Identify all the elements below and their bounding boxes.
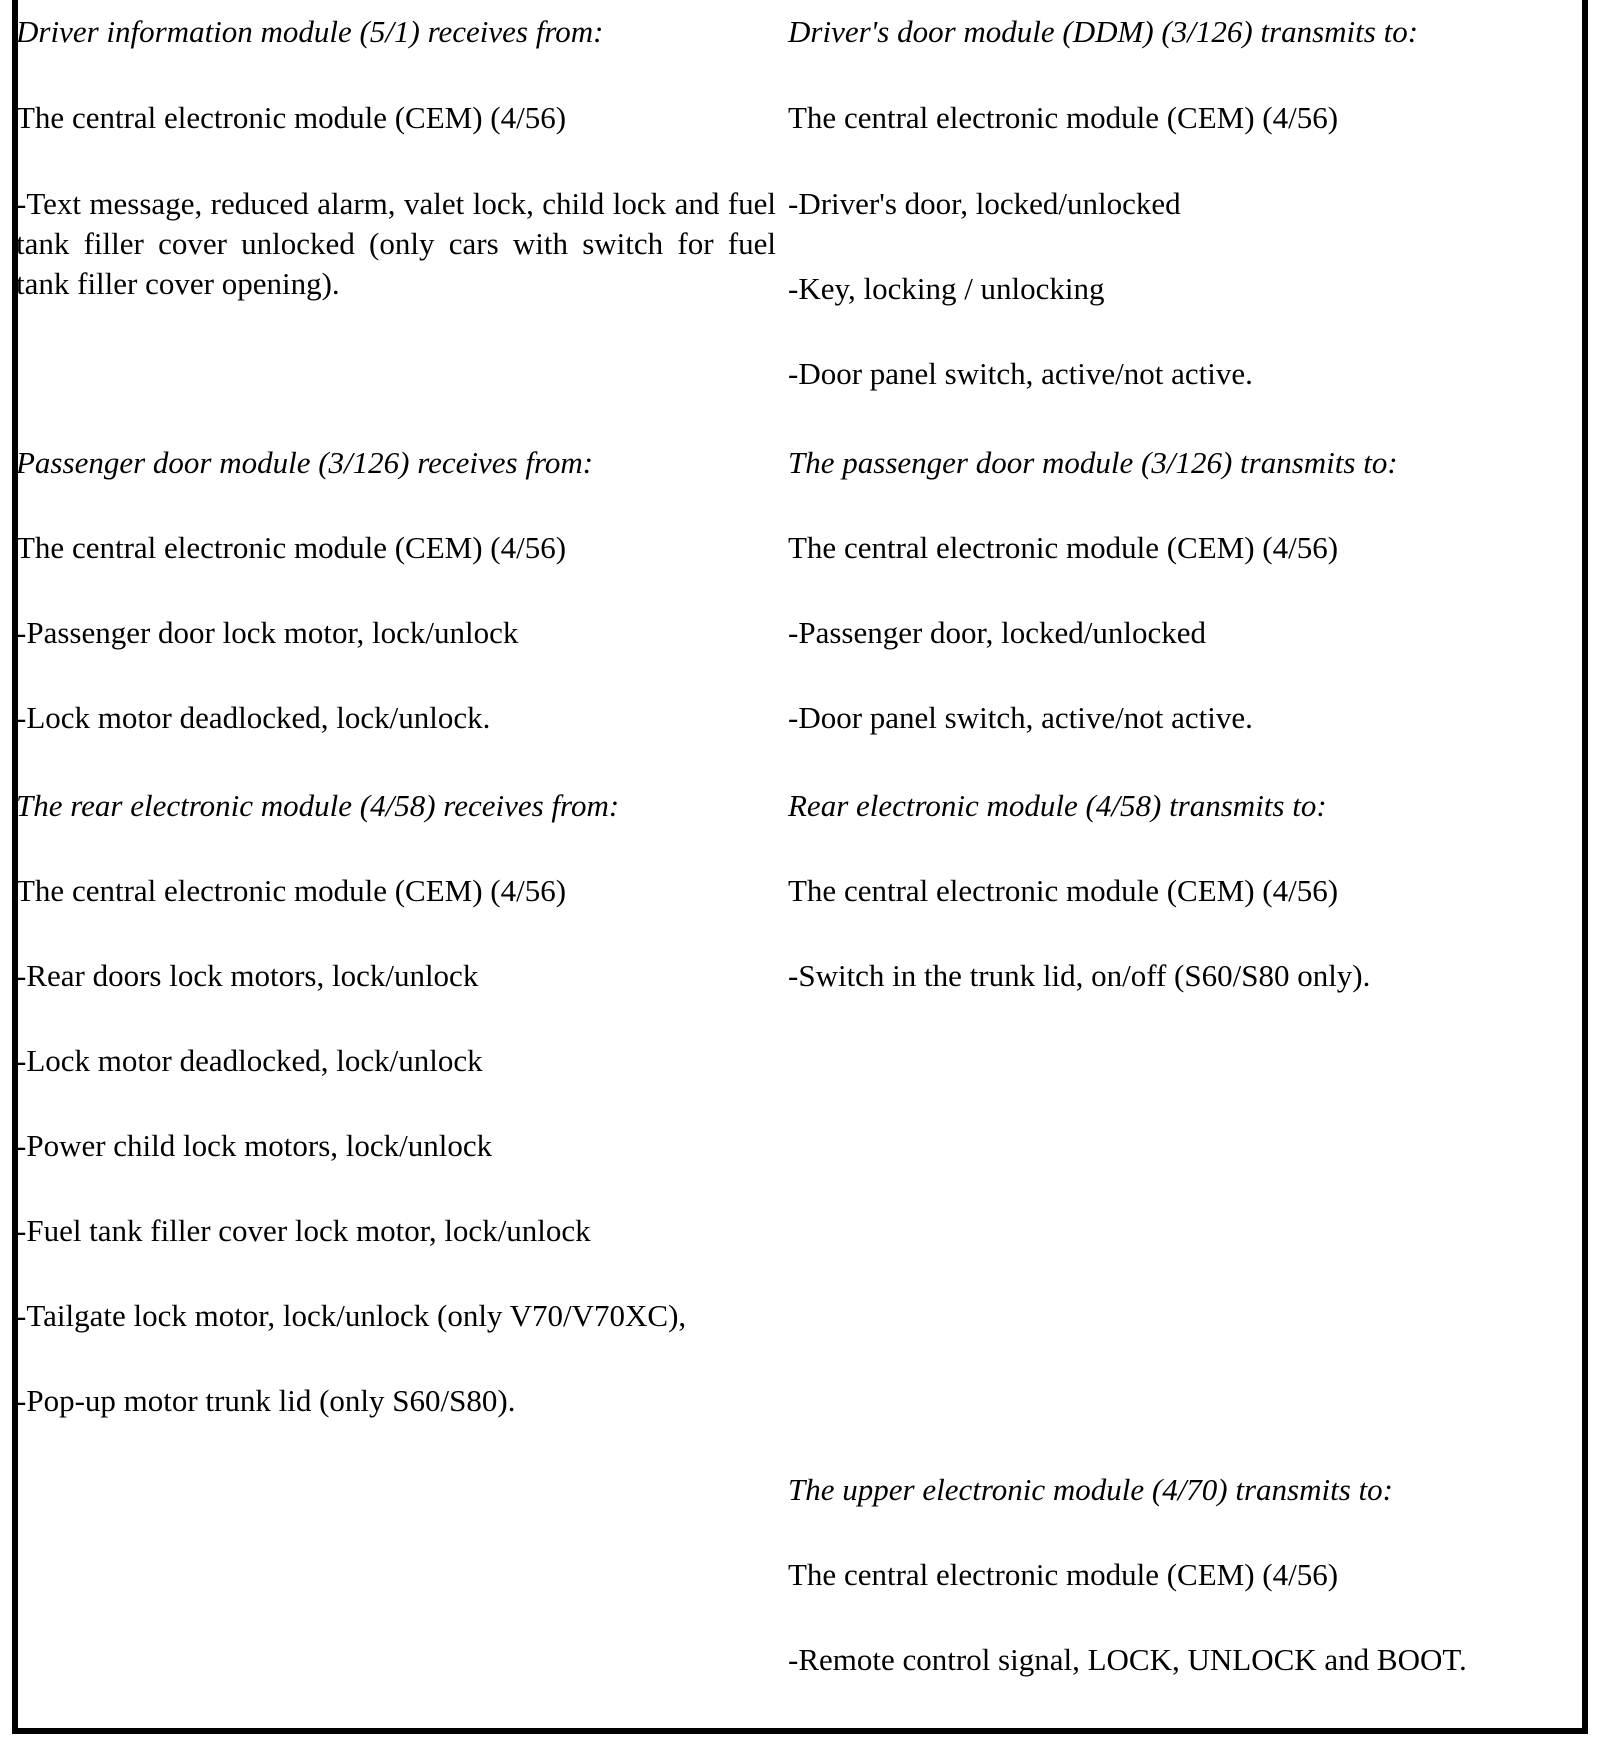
rear-module-transmits-heading: Rear electronic module (4/58) transmits to:	[788, 788, 1327, 823]
passenger-door-module-heading: Passenger door module (3/126) receives from:	[16, 445, 594, 480]
upper-module-target: The central electronic module (CEM) (4/56)	[788, 1557, 1339, 1592]
driver-info-module-heading: Driver information module (5/1) receives from:	[16, 14, 604, 49]
rear-module-item: -Tailgate lock motor, lock/unlock (only V70/V70XC),	[16, 1298, 687, 1333]
rear-module-item: -Power child lock motors, lock/unlock	[16, 1128, 493, 1163]
rear-module-item: -Pop-up motor trunk lid (only S60/S80).	[16, 1383, 516, 1418]
passenger-door-source: The central electronic module (CEM) (4/56)	[16, 530, 567, 565]
passenger-door-transmit-item: -Door panel switch, active/not active.	[788, 700, 1253, 735]
rear-module-item: -Lock motor deadlocked, lock/unlock	[16, 1043, 483, 1078]
upper-module-transmits-heading: The upper electronic module (4/70) transmits to:	[788, 1472, 1393, 1507]
upper-module-transmit-item: -Remote control signal, LOCK, UNLOCK and BOOT.	[788, 1642, 1467, 1677]
driver-door-item: -Key, locking / unlocking	[788, 271, 1105, 306]
passenger-door-target: The central electronic module (CEM) (4/56)	[788, 530, 1339, 565]
passenger-door-transmit-item: -Passenger door, locked/unlocked	[788, 615, 1207, 650]
passenger-door-item: -Lock motor deadlocked, lock/unlock.	[16, 700, 491, 735]
passenger-door-item: -Passenger door lock motor, lock/unlock	[16, 615, 519, 650]
driver-info-source: The central electronic module (CEM) (4/56)	[16, 100, 567, 135]
driver-door-item: -Door panel switch, active/not active.	[788, 356, 1253, 391]
rear-module-target: The central electronic module (CEM) (4/56)	[788, 873, 1339, 908]
driver-info-item: -Text message, reduced alarm, valet lock, child lock and fuel tank filler cover unlocked (only cars with switch for fuel tank filler cover opening).	[16, 186, 776, 301]
driver-door-item: -Driver's door, locked/unlocked	[788, 186, 1181, 221]
driver-door-target: The central electronic module (CEM) (4/56)	[788, 100, 1339, 135]
passenger-door-transmits-heading: The passenger door module (3/126) transmits to:	[788, 445, 1398, 480]
driver-door-module-heading: Driver's door module (DDM) (3/126) transmits to:	[788, 14, 1419, 49]
rear-module-receives-heading: The rear electronic module (4/58) receives from:	[16, 788, 620, 823]
rear-module-item: -Fuel tank filler cover lock motor, lock/unlock	[16, 1213, 591, 1248]
rear-module-transmit-item: -Switch in the trunk lid, on/off (S60/S80 only).	[788, 958, 1371, 993]
rear-module-item: -Rear doors lock motors, lock/unlock	[16, 958, 479, 993]
rear-module-source: The central electronic module (CEM) (4/56)	[16, 873, 567, 908]
